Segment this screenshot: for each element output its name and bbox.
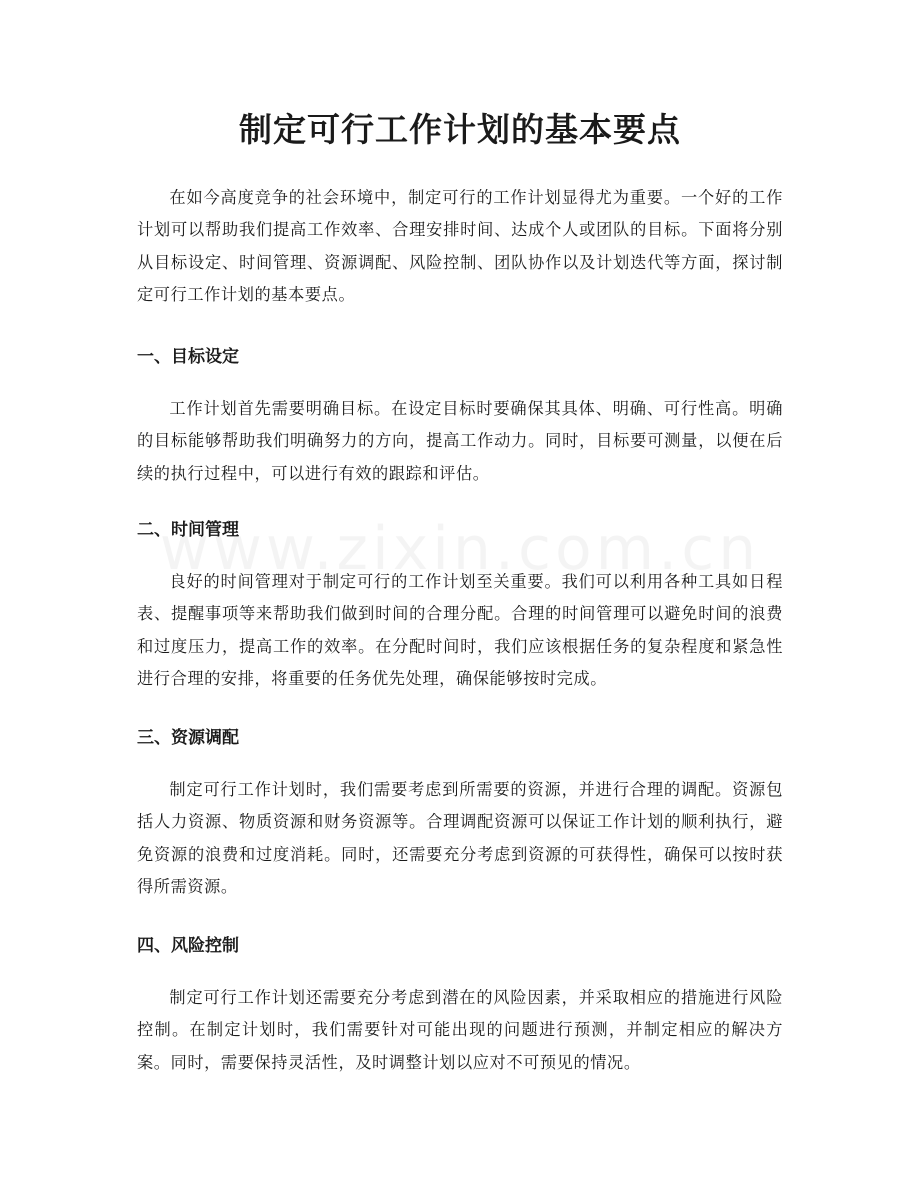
section-body-time-management: 良好的时间管理对于制定可行的工作计划至关重要。我们可以利用各种工具如日程表、提醒事项等来帮助我们做到时间的合理分配。合理的时间管理可以避免时间的浪费和过度压力，提高工作的效率。在分配时间时，我们应该根据任务的复杂程度和紧急性进行合理的安排，将重要的任务优先处理，确保能够按时完成。 xyxy=(137,572,783,688)
section-body-risk-control: 制定可行工作计划还需要充分考虑到潜在的风险因素，并采取相应的措施进行风险控制。在制定计划时，我们需要针对可能出现的问题进行预测，并制定相应的解决方案。同时，需要保持灵活性，及时调整计划以应对不可预见的情况。 xyxy=(137,988,783,1072)
section-heading-time-management: 二、时间管理 xyxy=(137,520,239,540)
section-heading-resource-allocation: 三、资源调配 xyxy=(137,728,239,748)
section-heading-goal-setting: 一、目标设定 xyxy=(137,347,239,367)
section-body-resource-allocation: 制定可行工作计划时，我们需要考虑到所需要的资源，并进行合理的调配。资源包括人力资源、物质资源和财务资源等。合理调配资源可以保证工作计划的顺利执行，避免资源的浪费和过度消耗。同时，还需要充分考虑到资源的可获得性，确保可以按时获得所需资源。 xyxy=(137,780,783,896)
intro-paragraph: 在如今高度竞争的社会环境中，制定可行的工作计划显得尤为重要。一个好的工作计划可以帮助我们提高工作效率、合理安排时间、达成个人或团队的目标。下面将分别从目标设定、时间管理、资源调配、风险控制、团队协作以及计划迭代等方面，探讨制定可行工作计划的基本要点。 xyxy=(137,188,783,304)
page-title: 制定可行工作计划的基本要点 xyxy=(239,110,681,149)
section-body-goal-setting: 工作计划首先需要明确目标。在设定目标时要确保其具体、明确、可行性高。明确的目标能够帮助我们明确努力的方向，提高工作动力。同时，目标要可测量，以便在后续的执行过程中，可以进行有效的跟踪和评估。 xyxy=(137,399,783,483)
section-heading-risk-control: 四、风险控制 xyxy=(137,936,239,956)
